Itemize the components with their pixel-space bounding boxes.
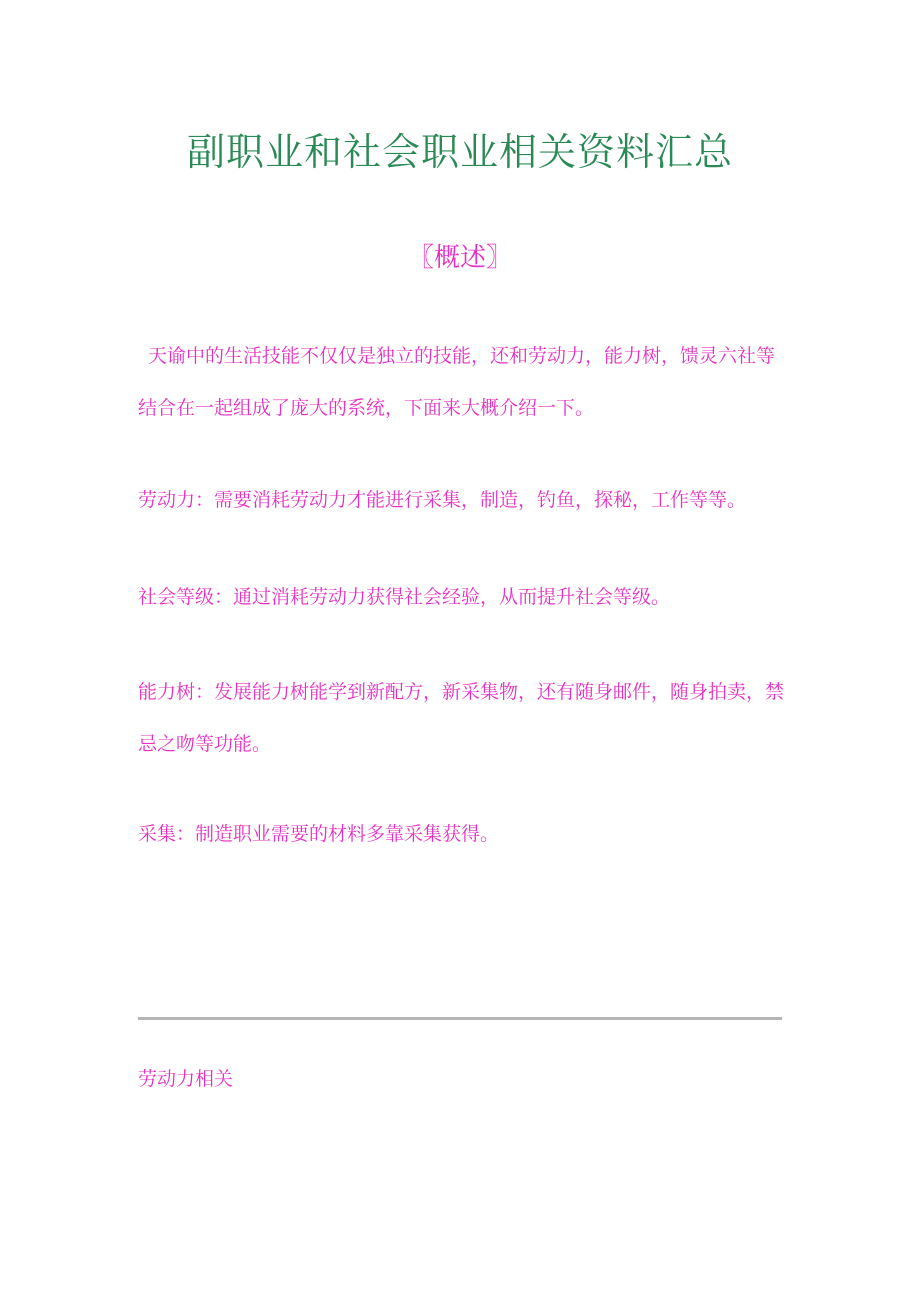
overview-heading: 〖概述〗 <box>407 243 512 273</box>
ability-tree-paragraph: 能力树：发展能力树能学到新配方，新采集物，还有随身邮件，随身拍卖，禁忌之吻等功能。 <box>138 681 785 755</box>
section-divider <box>138 1017 782 1020</box>
intro-paragraph: 天谕中的生活技能不仅仅是独立的技能，还和劳动力，能力树，馈灵六社等结合在一起组成了庞大的系统，下面来大概介绍一下。 <box>138 345 776 419</box>
document-title: 副职业和社会职业相关资料汇总 <box>186 130 733 174</box>
gathering-paragraph: 采集：制造职业需要的材料多靠采集获得。 <box>138 823 500 845</box>
social-level-paragraph: 社会等级：通过消耗劳动力获得社会经验，从而提升社会等级。 <box>138 586 671 608</box>
labor-section-heading: 劳动力相关 <box>138 1068 234 1090</box>
labor-paragraph: 劳动力：需要消耗劳动力才能进行采集，制造，钓鱼，探秘，工作等等。 <box>138 489 747 511</box>
